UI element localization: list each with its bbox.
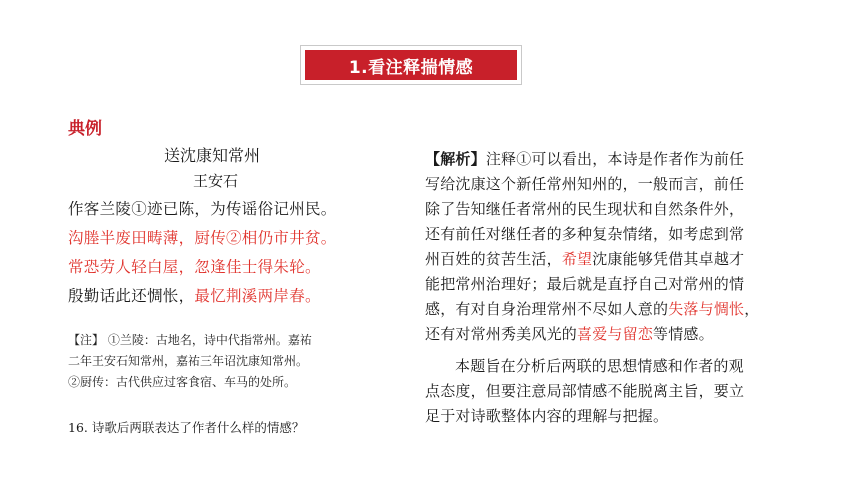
analysis-highlight-love: 喜爱与留恋: [577, 325, 654, 343]
analysis-line-7: [425, 298, 759, 319]
analysis-line-6: 能把常州治理好；最后就是直抒自己对常州的情: [425, 275, 745, 293]
poem-line-1: 作客兰陵①迹已陈，为传谣俗记州民。: [68, 200, 337, 218]
poem-line-4-b: 最忆荆溪两岸春。: [194, 287, 321, 305]
poem-title: 送沈康知常州: [164, 146, 261, 165]
analysis-p2-line-2: 点态度，但要注意局部情感不能脱离主旨，要立: [425, 382, 745, 400]
section-title: 1.看注释揣情感: [305, 50, 517, 80]
analysis-line-5: [425, 248, 744, 269]
poem-author: 王安石: [193, 172, 239, 190]
analysis-p2-line-3: 足于对诗歌整体内容的理解与把握。: [425, 407, 669, 425]
poem-line-2: 沟塍半废田畴薄，厨传②相仍市井贫。: [68, 229, 337, 247]
poem-line-3: [68, 255, 321, 277]
analysis-line-7-a: 感，有对自身治理常州不尽如人意的: [425, 300, 669, 318]
analysis-tag: 【解析】: [425, 150, 486, 168]
question-16: 16. 诗歌后两联表达了作者什么样的情感？: [68, 420, 305, 435]
analysis-line-2: 写给沈康这个新任常州知州的，一般而言，前任: [425, 175, 745, 193]
note-line-3: ②厨传：古代供应过客食宿、车马的处所。: [68, 375, 297, 389]
analysis-highlight-loss: 失落与惆怅: [668, 300, 745, 318]
poem-line-4-a: 殷勤话此还惆怅，: [68, 287, 195, 305]
analysis-line-3: 除了告知继任者常州的民生现状和自然条件外，: [425, 200, 745, 218]
poem-line-4: [68, 284, 321, 306]
example-label: 典例: [68, 119, 102, 139]
note-line-2: 二年王安石知常州，嘉祐三年诏沈康知常州。: [68, 354, 309, 368]
analysis-line-1-text: 注释①可以看出，本诗是作者作为前任: [485, 150, 745, 168]
note-line-1: 【注】 ①兰陵：古地名，诗中代指常州。嘉祐: [68, 333, 312, 347]
analysis-line-5-c: 沈康能够凭借其卓越才: [592, 250, 745, 268]
section-title-frame: [300, 45, 522, 85]
analysis-line-5-a: 州百姓的贫苦生活，: [425, 250, 562, 268]
poem-line-3-text: 常恐劳人轻白屋，忽逢佳士得朱轮。: [68, 258, 321, 276]
analysis-p2-line-1: 本题旨在分析后两联的思想情感和作者的观: [455, 357, 744, 375]
analysis-line-8-a: 还有对常州秀美风光的: [425, 325, 578, 343]
analysis-line-8-c: 等情感。: [653, 325, 714, 343]
analysis-line-8: [425, 323, 714, 344]
analysis-line-4: 还有前任对继任者的多种复杂情绪，如考虑到常: [425, 225, 745, 243]
analysis-line-7-c: ，: [744, 300, 760, 318]
analysis-line-1: [425, 148, 744, 169]
analysis-highlight-hope: 希望: [561, 250, 593, 268]
